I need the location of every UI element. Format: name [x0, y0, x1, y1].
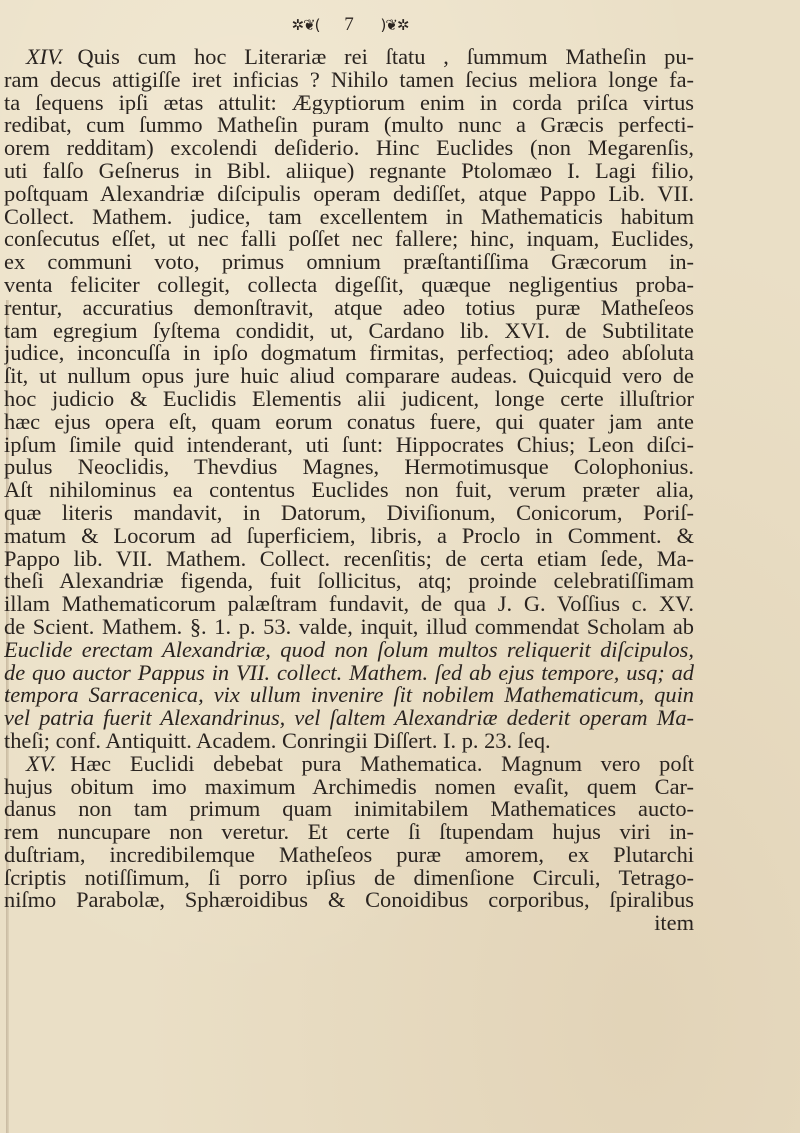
ornament-right-icon: )❦✲ — [380, 16, 409, 34]
text-line: theſi; conf. Antiquitt. Academ. Conringii Diſſert. I. p. 23. ſeq. — [4, 729, 551, 753]
text-line: matum & Locorum ad ſuperficiem, libris, a Proclo in Comment. & — [4, 524, 694, 548]
text-line-italic: de quo auctor Pappus in VII. collect. Mathem. ſed ab ejus tempore, usq; ad — [4, 661, 694, 685]
text-line: rentur, accuratius demonſtravit, atque adeo totius puræ Matheſeos — [4, 296, 694, 320]
text-line: judice, inconcuſſa in ipſo dogmatum firmitas, perfectioq; adeo abſoluta — [4, 342, 694, 366]
body-text — [4, 46, 694, 935]
section-number: XIV. — [26, 46, 64, 69]
page-header — [0, 14, 700, 36]
text-line: ram decus attigiſſe iret inficias ? Nihilo tamen ſecius meliora longe fa- — [4, 68, 694, 92]
text-line-italic: vel patria fuerit Alexandrinus, vel ſaltem Alexandriæ dederit operam Ma- — [4, 707, 694, 730]
text-line: hoc judicio & Euclidis Elementis alii judicent, longe certe illuſtrior — [4, 387, 694, 411]
text-line: illam Mathematicorum palæſtram fundavit, de qua J. G. Voſſius c. XV. — [4, 593, 694, 616]
page-number: 7 — [344, 14, 356, 35]
text-line: niſmo Parabolæ, Sphæroidibus & Conoidibus corporibus, ſpiralibus — [4, 889, 694, 913]
text-line: quæ literis mandavit, in Datorum, Diviſionum, Conicorum, Poriſ- — [4, 501, 694, 525]
text-line: tam egregium ſyſtema condidit, ut, Cardano lib. XVI. de Subtilitate — [4, 319, 694, 343]
text-line: Collect. Mathem. judice, tam excellentem in Mathematicis habitum — [4, 205, 694, 229]
text-line: conſecutus eſſet, ut nec falli poſſet nec fallere; hinc, inquam, Euclides, — [4, 228, 694, 252]
text-line: rem nuncupare non veretur. Et certe ſi ſtupendam hujus viri in- — [4, 821, 694, 844]
text-line: ſit, ut nullum opus jure huic aliud comparare audeas. Quicquid vero de — [4, 365, 694, 388]
ornament-left-icon: ✲❦( — [291, 16, 320, 34]
text-line: hæc ejus opera eſt, quam eorum conatus fuere, qui quater jam ante — [4, 410, 694, 434]
text-line: pulus Neoclidis, Thevdius Magnes, Hermotimusque Colophonius. — [4, 456, 694, 480]
text-line: duſtriam, incredibilemque Matheſeos puræ amorem, ex Plutarchi — [4, 843, 694, 867]
text-line-italic: Euclide erectam Alexandriæ, quod non ſolum multos reliquerit diſcipulos, — [4, 638, 694, 662]
text-line: de Scient. Mathem. §. 1. p. 53. valde, inquit, illud commendat Scholam ab — [4, 615, 694, 639]
text-line: Pappo lib. VII. Mathem. Collect. recenſitis; de certa etiam ſede, Ma- — [4, 547, 694, 571]
text-line-italic: tempora Sarracenica, vix ullum invenire ſit nobilem Mathematicum, quin — [4, 684, 694, 708]
text-line: theſi Alexandriæ figenda, fuit ſollicitus, atq; proinde celebratiſſimam — [4, 570, 694, 594]
text-line: ſcriptis notiſſimum, ſi porro ipſius de dimenſione Circuli, Tetrago- — [4, 866, 694, 890]
text-line: XV. Hæc Euclidi debebat pura Mathematica. Magnum vero poſt — [26, 752, 694, 776]
section-number: XV. — [26, 752, 57, 776]
text-line: Aſt nihilominus ea contentus Euclides non fuit, verum præter alia, — [4, 479, 694, 502]
text-line: hujus obitum imo maximum Archimedis nomen evaſit, quem Car- — [4, 775, 694, 799]
text-line: venta feliciter collegit, collecta digeſſit, quæque negligentius proba- — [4, 273, 694, 297]
text-line: XIV. Quis cum hoc Literariæ rei ſtatu , ſummum Matheſin pu- — [26, 46, 694, 69]
text-line: danus non tam primum quam inimitabilem Mathematices aucto- — [4, 798, 694, 822]
text-line: ipſum ſimile quid intenderant, uti ſunt: Hippocrates Chius; Leon diſci- — [4, 433, 694, 457]
text-line: redibat, cum ſummo Matheſin puram (multo nunc a Græcis perfecti- — [4, 114, 694, 138]
text-line: uti falſo Geſnerus in Bibl. aliique) regnante Ptolomæo I. Lagi filio, — [4, 159, 694, 183]
text-line: ta ſequens ipſi ætas attulit: Ægyptiorum enim in corda priſca virtus — [4, 91, 694, 115]
text-line: poſtquam Alexandriæ diſcipulis operam dediſſet, atque Pappo Lib. VII. — [4, 182, 694, 206]
catchword: item — [654, 912, 694, 936]
text-line: orem redditam) excolendi deſiderio. Hinc Euclides (non Megarenſis, — [4, 137, 694, 160]
text-line: ex communi voto, primus omnium præſtantiſſima Græcorum in- — [4, 251, 694, 274]
